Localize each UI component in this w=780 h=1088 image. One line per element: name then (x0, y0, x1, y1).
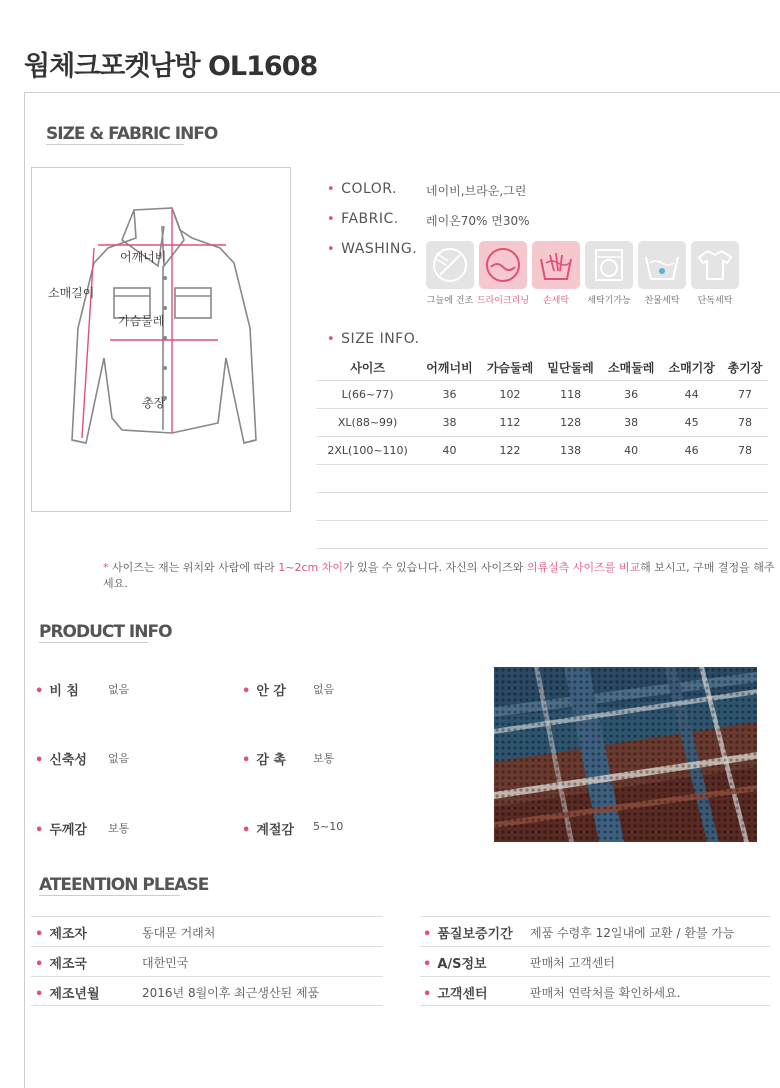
size-header: 소매둘레 (601, 355, 662, 381)
size-table (316, 355, 768, 549)
size-cell: 78 (722, 409, 768, 437)
product-info-value: 없음 (108, 752, 130, 765)
attention-line (31, 1005, 383, 1006)
size-cell: 40 (419, 437, 480, 465)
attention-line (31, 916, 383, 917)
attention-value: 대한민국 (142, 956, 189, 970)
attention-value: 동대문 거래처 (142, 926, 216, 940)
size-header: 가슴둘레 (480, 355, 541, 381)
attention-key: • 제조자 (35, 927, 87, 942)
product-info-key: • 감 촉 (242, 753, 286, 768)
attention-line (420, 1005, 770, 1006)
product-info-key: • 계절감 (242, 823, 294, 838)
washing-label-2: 손세탁 (542, 296, 570, 306)
size-cell: 44 (661, 381, 722, 409)
size-header: 사이즈 (316, 355, 419, 381)
table-row (316, 409, 768, 437)
attention-value: 제품 수령후 12일내에 교환 / 환불 가능 (530, 926, 735, 940)
color-key: • COLOR. (327, 181, 397, 197)
attention-key: • 제조년월 (35, 987, 100, 1002)
label-length: 총장 (142, 396, 166, 410)
size-cell: 36 (601, 381, 662, 409)
attention-key: • A/S정보 (423, 957, 487, 972)
washing-label-4: 찬물세탁 (644, 296, 680, 306)
attention-line (420, 916, 770, 917)
shirt-outline-icon (32, 168, 290, 511)
attention-line (31, 976, 383, 977)
size-cell: 78 (722, 437, 768, 465)
product-info-value: 보통 (108, 822, 130, 835)
fabric-value: 레이온70% 면30% (426, 214, 530, 228)
product-info-value: 5~10 (313, 820, 344, 833)
attention-line (420, 946, 770, 947)
washing-machine-icon (585, 241, 633, 289)
section-underline (39, 895, 180, 896)
color-value: 네이비,브라운,그린 (426, 184, 527, 198)
product-info-key: • 신축성 (35, 753, 87, 768)
size-info-key: • SIZE INFO. (327, 331, 420, 347)
fabric-swatch-image (494, 667, 757, 842)
attention-key: • 고객센터 (423, 987, 488, 1002)
product-info-key: • 안 감 (242, 684, 286, 699)
washing-label-3: 세탁기가능 (587, 296, 631, 306)
size-cell: 122 (480, 437, 541, 465)
washing-label-0: 그늘에 건조 (426, 296, 474, 306)
dry-clean-icon (479, 241, 527, 289)
section-underline (39, 642, 148, 643)
table-row-empty (316, 465, 768, 493)
attention-line (420, 976, 770, 977)
section-underline (46, 144, 184, 145)
size-cell: 77 (722, 381, 768, 409)
size-note: * 사이즈는 재는 위치와 사람에 따라 1~2cm 차이가 있을 수 있습니다. 자신의 사이즈와 의류실측 사이즈를 비교해 보시고, 구매 결정을 해주세요. (103, 561, 775, 590)
size-header: 총기장 (722, 355, 768, 381)
size-cell: 118 (540, 381, 601, 409)
table-row-empty (316, 521, 768, 549)
washing-label-1: 드라이크리닝 (476, 296, 530, 306)
attention-key: • 품질보증기간 (423, 927, 513, 942)
size-cell: 102 (480, 381, 541, 409)
product-info-value: 없음 (108, 683, 130, 696)
washing-key: • WASHING. (327, 241, 418, 257)
fabric-key: • FABRIC. (327, 211, 399, 227)
attention-value: 판매처 고객센터 (530, 956, 615, 970)
attention-value: 2016년 8월이후 최근생산된 제품 (142, 986, 320, 1000)
attention-key: • 제조국 (35, 957, 87, 972)
label-chest: 가슴둘레 (118, 314, 165, 328)
product-info-key: • 비 침 (35, 684, 79, 699)
size-table-header-row (316, 355, 768, 381)
section-attention-heading: ATEENTION PLEASE (39, 875, 209, 895)
section-product-heading: PRODUCT INFO (39, 622, 172, 642)
section-size-fabric-heading: SIZE & FABRIC INFO (46, 124, 218, 144)
table-row-empty (316, 493, 768, 521)
label-shoulder: 어깨너비 (120, 250, 167, 264)
hand-wash-icon (532, 241, 580, 289)
attention-line (31, 946, 383, 947)
size-header: 어깨너비 (419, 355, 480, 381)
label-sleeve: 소매길이 (48, 286, 95, 300)
size-cell: 2XL(100~110) (316, 437, 419, 465)
size-cell: 46 (661, 437, 722, 465)
size-cell: L(66~77) (316, 381, 419, 409)
size-cell: 112 (480, 409, 541, 437)
size-cell: 40 (601, 437, 662, 465)
size-cell: XL(88~99) (316, 409, 419, 437)
table-row (316, 381, 768, 409)
size-header: 밑단둘레 (540, 355, 601, 381)
frame-top-line (24, 92, 780, 93)
cold-water-icon (638, 241, 686, 289)
shade-dry-icon (426, 241, 474, 289)
size-cell: 138 (540, 437, 601, 465)
product-info-value: 보통 (313, 752, 335, 765)
washing-label-5: 단독세탁 (697, 296, 733, 306)
size-header: 소매기장 (661, 355, 722, 381)
attention-value: 판매처 연락처를 확인하세요. (530, 986, 681, 1000)
frame-left-line (24, 92, 25, 1088)
page-title: 웜체크포켓남방 OL1608 (24, 51, 318, 82)
size-cell: 38 (601, 409, 662, 437)
product-info-value: 없음 (313, 683, 335, 696)
size-cell: 128 (540, 409, 601, 437)
size-cell: 36 (419, 381, 480, 409)
size-cell: 45 (661, 409, 722, 437)
product-info-key: • 두께감 (35, 823, 87, 838)
wash-separately-icon (691, 241, 739, 289)
table-row (316, 437, 768, 465)
shirt-diagram (31, 167, 291, 512)
size-cell: 38 (419, 409, 480, 437)
